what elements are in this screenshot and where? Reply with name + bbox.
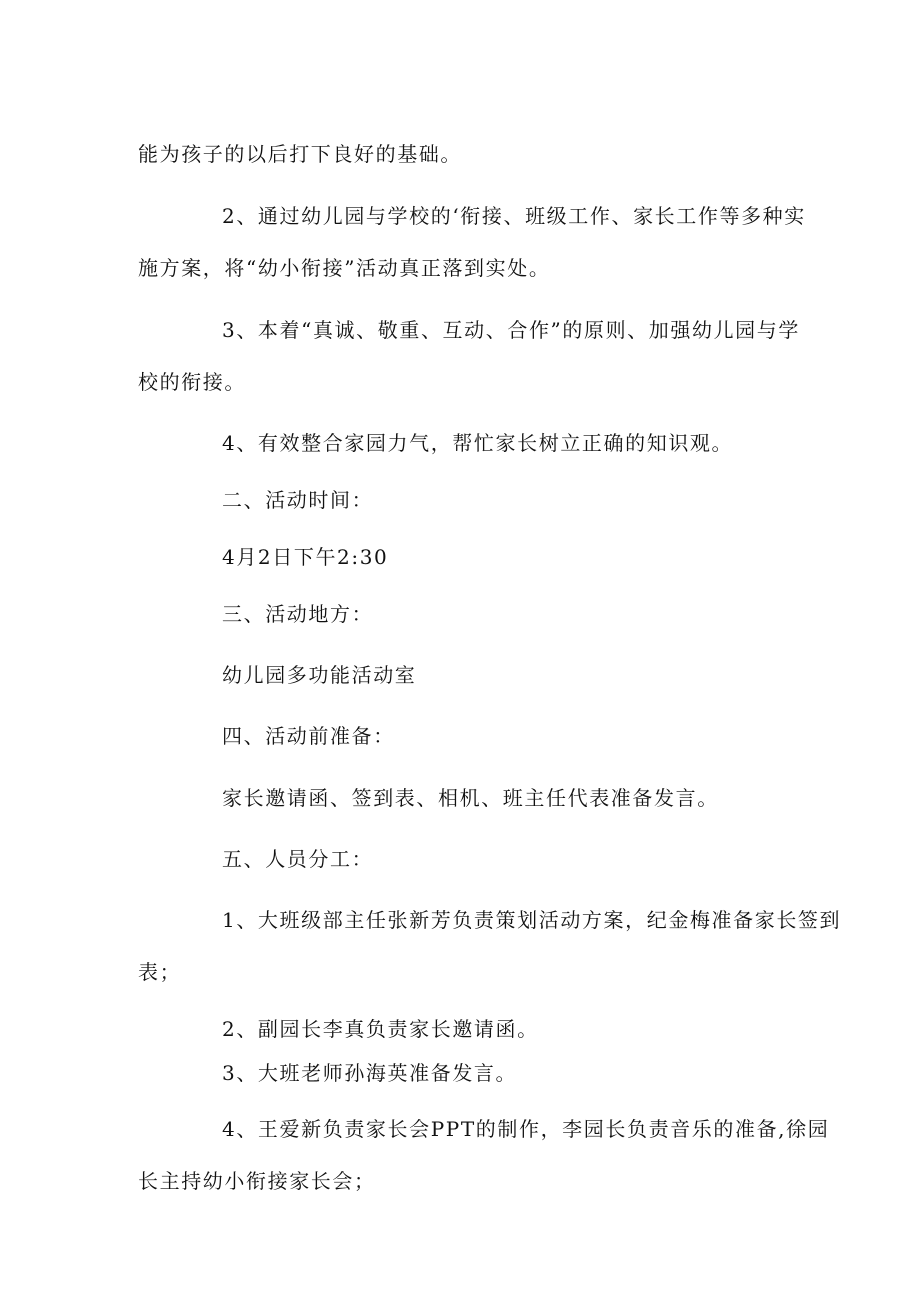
staffing-line-4: 4、王爱新负责家长会PPT的制作，李园长负责音乐的准备,徐园 [222,1117,830,1141]
paragraph-line-6: 4、有效整合家园力气，帮忙家长树立正确的知识观。 [222,431,734,455]
paragraph-line-5: 校的衔接。 [138,370,246,394]
activity-time-value: 4月2日下午2:30 [222,545,389,569]
staffing-line-2: 2、副园长李真负责家长邀请函。 [222,1017,539,1041]
paragraph-line-4: 3、本着“真诚、敬重、互动、合作”的原则、加强幼儿园与学 [222,318,800,342]
section-heading-time: 二、活动时间： [222,488,374,512]
preparation-items: 家长邀请函、签到表、相机、班主任代表准备发言。 [222,786,719,810]
paragraph-line-3: 施方案，将“幼小衔接”活动真正落到实处。 [138,256,551,280]
staffing-line-3: 3、大班老师孙海英准备发言。 [222,1061,518,1085]
activity-location-value: 幼儿园多功能活动室 [222,663,417,687]
staffing-line-1: 1、大班级部主任张新芳负责策划活动方案，纪金梅准备家长签到 [222,908,842,932]
paragraph-line-1: 能为孩子的以后打下良好的基础。 [138,142,462,166]
staffing-line-4-cont: 长主持幼小衔接家长会； [138,1169,376,1193]
section-heading-staffing: 五、人员分工： [222,847,374,871]
paragraph-line-2: 2、通过幼儿园与学校的‘衔接、班级工作、家长工作等多种实 [222,204,806,228]
section-heading-location: 三、活动地方： [222,602,374,626]
staffing-line-1-cont: 表； [138,960,182,984]
section-heading-preparation: 四、活动前准备： [222,724,395,748]
